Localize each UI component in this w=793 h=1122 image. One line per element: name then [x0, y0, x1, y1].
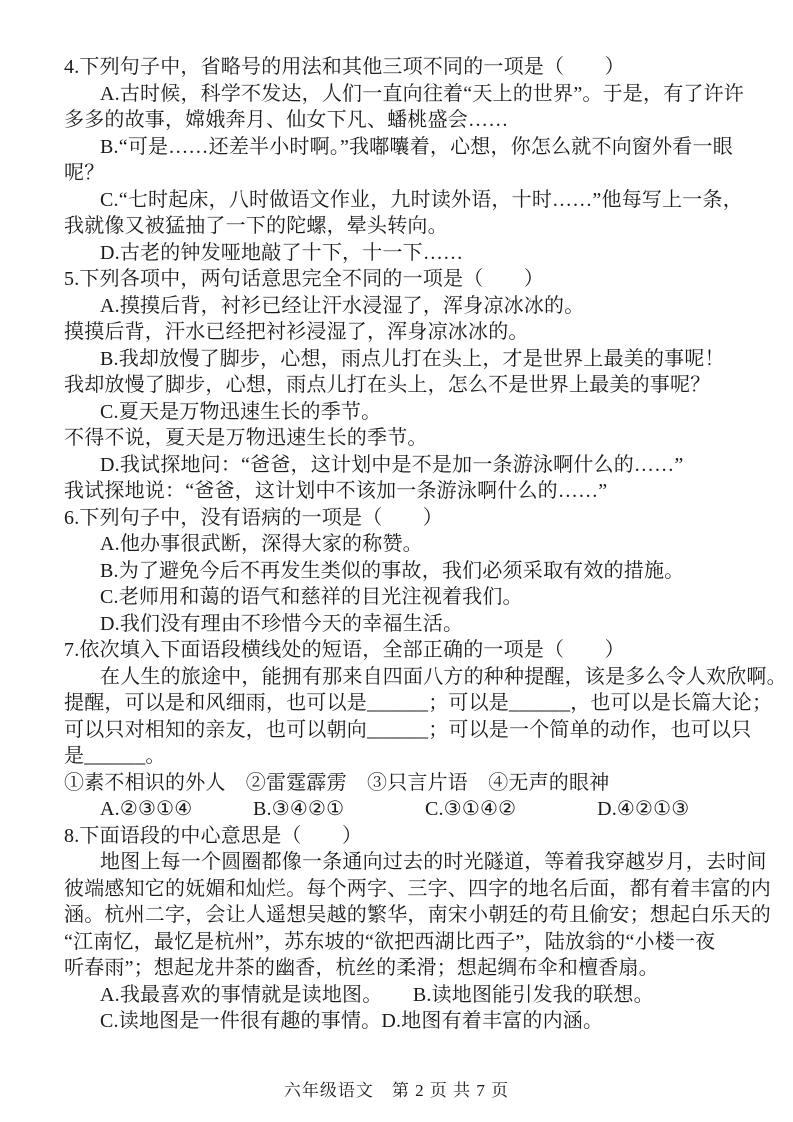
text-line: “江南忆，最忆是杭州”，苏东坡的“欲把西湖比西子”，陆放翁的“小楼一夜 [64, 930, 716, 953]
text-line: 摸摸后背，汗水已经把衬衫浸湿了，浑身凉冰冰的。 [64, 321, 529, 343]
text-line: C.老师用和蔼的语气和慈祥的目光注视着我们。 [100, 586, 523, 608]
text-line: C.读地图是一件很有趣的事情。D.地图有着丰富的内涵。 [100, 1010, 604, 1032]
text-line: 7.依次填入下面语段横线处的短语，全部正确的一项是（ ） [64, 639, 625, 661]
text-line: 我却放慢了脚步，心想，雨点儿打在头上，怎么不是世界上最美的事呢？ [64, 374, 711, 396]
text-line: B.为了避免今后不再发生类似的事故，我们必须采取有效的措施。 [100, 559, 685, 582]
page-footer [0, 1076, 793, 1101]
text-line: 4.下列句子中，省略号的用法和其他三项不同的一项是（ ） [64, 56, 625, 78]
text-line: B.“可是……还差半小时啊。”我嘟囔着，心想，你怎么就不向窗外看一眼 [100, 135, 733, 158]
text-line: C.夏天是万物迅速生长的季节。 [100, 400, 382, 423]
text-line: D.我们没有理由不珍惜今天的幸福生活。 [100, 612, 464, 635]
text-line: D.古老的钟发哑地敲了十下，十一下…… [100, 241, 464, 264]
text-line: 呢？ [64, 162, 105, 184]
text-line: A.他办事很武断，深得大家的称赞。 [100, 533, 423, 555]
text-line: 5.下列各项中，两句话意思完全不同的一项是（ ） [64, 268, 544, 290]
text-line: C.“七时起床，八时做语文作业，九时读外语，十时……”他每写上一条， [100, 188, 743, 211]
text-line: A.摸摸后背，衬衫已经让汗水浸湿了，浑身凉冰冰的。 [100, 294, 585, 317]
text-line: A.我最喜欢的事情就是读地图。 B.读地图能引发我的联想。 [100, 983, 654, 1006]
text-line: 彼端感知它的妩媚和灿烂。每个两字、三字、四字的地名后面，都有着丰富的内 [64, 877, 771, 900]
document-body [64, 54, 787, 1035]
text-line: B.我却放慢了脚步，心想，雨点儿打在头上，才是世界上最美的事呢！ [100, 347, 725, 370]
text-line: 听春雨”；想起龙井茶的幽香，杭丝的柔滑；想起绸布伞和檀香扇。 [64, 957, 659, 979]
text-line: 我就像又被猛抽了一下的陀螺，晕头转向。 [64, 215, 448, 237]
text-line: 在人生的旅途中，能拥有那来自四面八方的种种提醒，该是多么令人欢欣啊。 [100, 665, 787, 688]
text-line: 6.下列句子中，没有语病的一项是（ ） [64, 506, 443, 529]
text-line: 不得不说，夏天是万物迅速生长的季节。 [64, 427, 428, 449]
footer-course-label: 六年级语文 [283, 1081, 374, 1100]
text-line: 多多的故事，嫦娥奔月、仙女下凡、蟠桃盛会…… [64, 109, 509, 131]
text-line: 是______。 [64, 745, 166, 767]
text-line: 8.下面语段的中心意思是（ ） [64, 824, 363, 847]
text-line: ①素不相识的外人 ②雷霆霹雳 ③只言片语 ④无声的眼神 [64, 771, 610, 794]
text-line: 地图上每一个圆圈都像一条通向过去的时光隧道，等着我穿越岁月，去时间 [100, 851, 767, 873]
text-line: 我试探地说：“爸爸，这计划中不该加一条游泳啊什么的……” [64, 480, 608, 502]
text-line: 可以只对相知的亲友，也可以朝向______；可以是一个简单的动作，也可以只 [64, 718, 752, 741]
text-line: A.古时候，科学不发达，人们一直向往着“天上的世界”。于是，有了许许 [100, 82, 744, 105]
text-line: 提醒，可以是和风细雨，也可以是______；可以是______，也可以是长篇大论； [64, 692, 773, 714]
footer-page-indicator: 第 2 页 共 7 页 [391, 1081, 510, 1100]
text-line: 涵。杭州二字，会让人遥想吴越的繁华，南宋小朝廷的苟且偷安；想起白乐天的 [64, 904, 771, 926]
text-line: D.我试探地问：“爸爸，这计划中是不是加一条游泳啊什么的……” [100, 453, 684, 476]
text-line: A.②③①④ B.③④②① C.③①④② D.④②①③ [100, 798, 690, 820]
